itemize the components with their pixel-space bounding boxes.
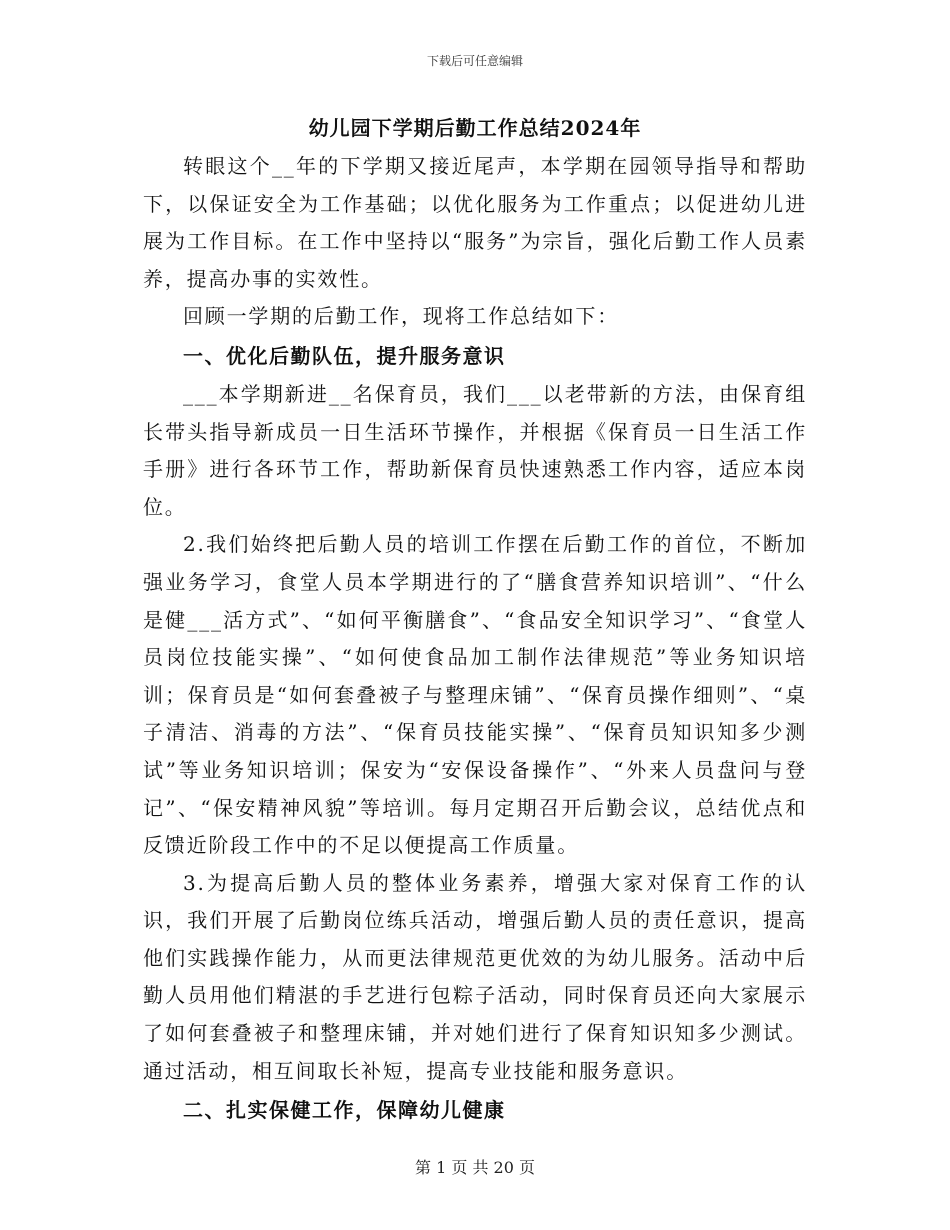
section-heading-2: 二、扎实保健工作，保障幼儿健康 [183, 1098, 506, 1123]
paragraph-s1-2: 2.我们始终把后勤人员的培训工作摆在后勤工作的首位，不断加强业务学习，食堂人员本学期进行的了“膳食营养知识培训”、“什么是健___活方式”、“如何平衡膳食”、“食品安全知识学习”、“食堂人员岗位技能实操”、“如何使食品加工制作法律规范”等业务知识培训；保育员是“如何套叠被子与整理床铺”、“保育员操作细则”、“桌子清洁、消毒的方法”、“保育员技能实操”、“保育员知识知多少测试”等业务知识培训；保安为“安保设备操作”、“外来人员盘问与登记”、“保安精神风貌”等培训。每月定期召开后勤会议，总结优点和反馈近阶段工作中的不足以便提高工作质量。 [143, 532, 807, 858]
section-heading-1: 一、优化后勤队伍，提升服务意识 [183, 343, 506, 368]
paragraph-s1-1: ___本学期新进__名保育员，我们___以老带新的方法，由保育组长带头指导新成员一日生活环节操作，并根据《保育员一日生活工作手册》进行各环节工作，帮助新保育员快速熟悉工作内容，适应本岗位。 [143, 381, 807, 519]
document-body [143, 110, 807, 1130]
page-footer: 第 1 页 共 20 页 [415, 1158, 535, 1177]
paragraph-s1-3: 3.为提高后勤人员的整体业务素养，增强大家对保育工作的认识，我们开展了后勤岗位练兵活动，增强后勤人员的责任意识，提高他们实践操作能力，从而更法律规范更优效的为幼儿服务。活动中后勤人员用他们精湛的手艺进行包粽子活动，同时保育员还向大家展示了如何套叠被子和整理床铺，并对她们进行了保育知识知多少测试。通过活动，相互间取长补短，提高专业技能和服务意识。 [143, 870, 807, 1083]
header-note: 下载后可任意编辑 [426, 54, 523, 68]
paragraph-intro: 转眼这个__年的下学期又接近尾声，本学期在园领导指导和帮助下，以保证安全为工作基础；以优化服务为工作重点；以促进幼儿进展为工作目标。在工作中坚持以“服务”为宗旨，强化后勤工作人员素养，提高办事的实效性。 [143, 154, 807, 291]
paragraph-review: 回顾一学期的后勤工作，现将工作总结如下： [183, 304, 619, 329]
document-title: 幼儿园下学期后勤工作总结2024年 [308, 116, 642, 140]
